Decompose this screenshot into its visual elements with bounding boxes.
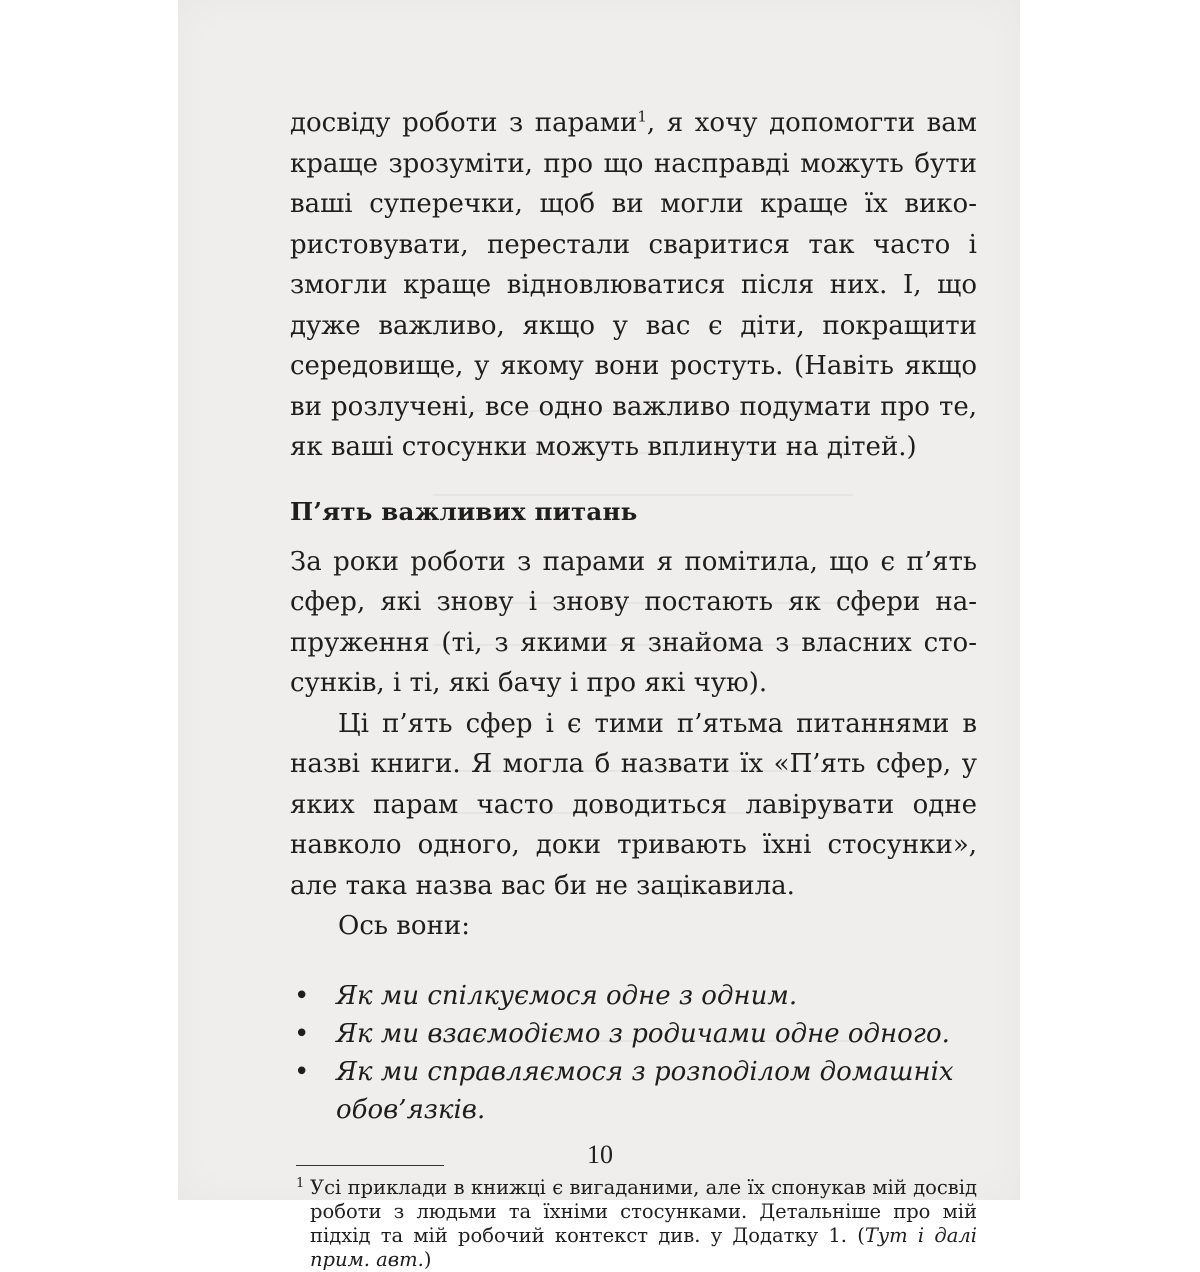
list-item: • Як ми взаємодіємо з родичами одне одного.	[290, 1015, 977, 1053]
section-paragraph: За роки роботи з парами я помітила, що є п’ять сфер, які знову і знову постають як сфери напруження (ті, з якими я знайома з власних стосунків, і ті, які бачу і про які чую).	[290, 546, 977, 698]
bullet-icon: •	[294, 1056, 310, 1087]
section-paragraph: Ці п’ять сфер і є тими п’ятьма питаннями в назві книги. Я могла б назвати їх «П’ять сфер, у яких парам часто доводиться лавірувати одне навколо одного, доки тривають їхні стосунки», але така назва вас би не зацікавила.	[290, 708, 977, 901]
section-heading: П’ять важливих питань	[290, 496, 638, 526]
intro-paragraph: досвіду роботи з парами$^1$, я хочу допомогти вам краще зрозуміти, про що насправді можуть бути ваші суперечки, щоб ви могли краще їх використовувати, перестали сваритися так часто і змогли краще відновлюватися після них. І, що дуже важливо, якщо у вас є діти, покращити середовище, у якому вони ростуть. (Навіть якщо ви розлучені, все одно важливо подумати про те, як ваші стосунки можуть вплинути на дітей.)	[290, 107, 977, 462]
footnote-mark: 1	[296, 1175, 305, 1191]
section-paragraph: Ось вони:	[338, 911, 471, 941]
footnote-reference[interactable]: 1	[637, 107, 647, 126]
list-item: • Як ми справляємося з розподілом домашніх обов’язків.	[290, 1053, 977, 1129]
footnote: 1 Усі приклади в книжці є вигаданими, але їх спонукав мій досвід роботи з людьми та їхніми стосунками. Детальніше про мій підхід та мій робочий контекст див. у Додатку 1. (Тут і далі прим. авт.)	[290, 1176, 977, 1272]
bullet-icon: •	[294, 1018, 310, 1049]
list-item: • Як ми спілкуємося одне з одним.	[290, 977, 977, 1015]
questions-list	[290, 977, 977, 1129]
page-number: 10	[587, 1140, 613, 1169]
bullet-icon: •	[294, 980, 310, 1011]
page-content	[290, 103, 977, 1272]
